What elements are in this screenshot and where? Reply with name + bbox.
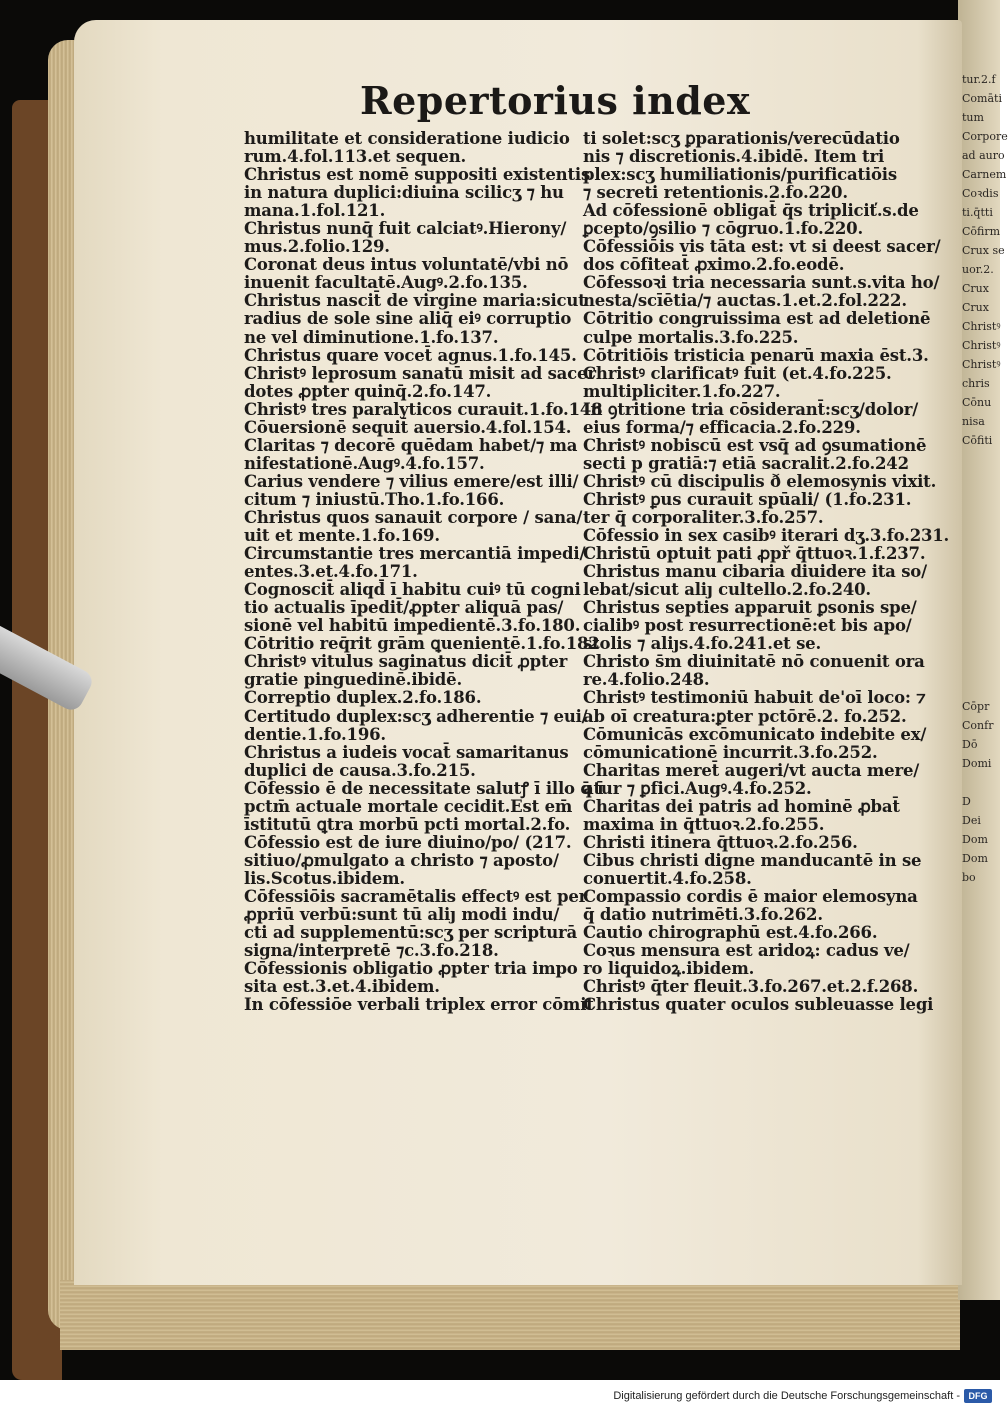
- text-line: Cōfessio ē de necessitate salutꝭ ī illo q̄ ī: [244, 778, 604, 798]
- text-line: Cōtritio req̄rit grām ꝗuenientē.1.fo.182: [244, 634, 600, 654]
- fragment-line: [962, 450, 1000, 469]
- fragment-line: ti.q̄tti: [962, 206, 993, 219]
- text-line: Cōfessio est de iure diuino/po/ (217.: [244, 832, 572, 852]
- text-line: q̄ datio nutrimēti.3.fo.262.: [583, 905, 823, 925]
- text-line: Carius vendere ⁊ vilius emere/est illi/: [244, 471, 579, 491]
- text-line: cialibꝰ post resurrectionē:et bis apo/: [583, 616, 912, 636]
- text-line: re.4.folio.248.: [583, 670, 710, 690]
- text-line: Christus septies apparuit ꝑsonis spe/: [583, 598, 917, 618]
- fragment-line: Dom: [962, 852, 988, 865]
- next-page-text-fragment: [962, 70, 1008, 887]
- text-line: nis ⁊ discretionis.4.ibidē. Item tri: [583, 147, 885, 167]
- text-line: dotes ꝓpter quinq̄.2.fo.147.: [244, 381, 492, 401]
- fragment-line: Dom: [962, 833, 988, 846]
- fragment-line: [962, 678, 1000, 697]
- text-line: secti p gratiā:⁊ etiā sacralit.2.fo.242: [583, 453, 909, 473]
- text-line: lis.Scotus.ibidem.: [244, 868, 405, 888]
- fragment-line: Crux: [962, 301, 989, 314]
- fragment-line: Christꝰ: [962, 339, 1001, 352]
- text-line: Certitudo duplex:scʒ adherentie ⁊ eui/: [244, 706, 588, 726]
- text-line: pctm̄ actuale mortale cecidit.Est em̄: [244, 796, 573, 816]
- fragment-line: [962, 659, 1000, 678]
- page-edges-bottom: [60, 1280, 960, 1350]
- text-line: radius de sole sine aliq̄ eiꝰ corruptio: [244, 309, 572, 329]
- text-line: culpe mortalis.3.fo.225.: [583, 327, 799, 347]
- text-line: rum.4.fol.113.et sequen.: [244, 147, 467, 167]
- text-line: nifestationē.Augꝰ.4.fo.157.: [244, 453, 485, 473]
- text-line: Christus quare vocet̄ agnus.1.fo.145.: [244, 345, 577, 365]
- text-line: Christus manu cibaria diuidere ita so/: [583, 562, 927, 582]
- fragment-line: [962, 583, 1000, 602]
- fragment-line: Crux: [962, 282, 989, 295]
- text-line: duplici de causa.3.fo.215.: [244, 760, 476, 780]
- fragment-line: Cōfiti: [962, 434, 993, 447]
- text-line: Christꝰ clarificatꝰ fuit (et.4.fo.225.: [583, 363, 892, 383]
- text-line: Claritas ⁊ decorē quēdam habet/⁊ ma: [244, 435, 578, 455]
- text-line: sionē vel habitū impedientē.3.fo.180.: [244, 616, 581, 636]
- text-line: stolis ⁊ aliȷs.4.fo.241.et se.: [583, 634, 822, 654]
- text-line: uit et mente.1.fo.169.: [244, 526, 440, 546]
- funding-credit: Digitalisierung gefördert durch die Deutsche Forschungsgemeinschaft -: [613, 1390, 960, 1402]
- text-line: ti solet:scʒ ꝑparationis/verecūdatio: [583, 129, 900, 148]
- fragment-line: uor.2.: [962, 263, 994, 276]
- fragment-line: Confr: [962, 719, 994, 732]
- text-line: Correptio duplex.2.fo.186.: [244, 688, 482, 708]
- fragment-line: nisa: [962, 415, 985, 428]
- fragment-line: Coꝛdis: [962, 187, 999, 200]
- text-line: dos cōfiteat̄ ꝓximo.2.fo.eodē.: [583, 255, 845, 275]
- text-line: Christi itinera q̄ttuoꝛ.2.fo.256.: [583, 832, 858, 852]
- footer-bar: [0, 1380, 1000, 1411]
- fragment-line: D: [962, 795, 971, 808]
- text-line: Compassio cordis ē maior elemosyna: [583, 886, 918, 906]
- fragment-line: bo: [962, 871, 976, 884]
- text-line: tio actualis īpedit̄/ꝓpter aliquā pas/: [244, 598, 564, 618]
- text-line: atur ⁊ ꝑfici.Augꝰ.4.fo.252.: [583, 778, 812, 798]
- text-line: ꝓpriū verbū:sunt tū aliȷ modi indu/: [244, 905, 560, 925]
- fragment-line: Comāti: [962, 92, 1002, 105]
- text-line: entes.3.et.4.fo.171.: [244, 562, 418, 582]
- text-line: mana.1.fol.121.: [244, 201, 386, 221]
- fragment-line: [962, 773, 1000, 792]
- fragment-line: Christꝰ: [962, 358, 1001, 371]
- text-line: dentie.1.fo.196.: [244, 724, 386, 744]
- text-line: Cōtritiōis tristicia penarū maxia ēst.3.: [583, 345, 929, 365]
- text-line: sitiuo/ꝓmulgato a christo ⁊ aposto/: [244, 850, 559, 870]
- text-line: In cōfessiōe verbali triplex error cōmit: [244, 995, 594, 1015]
- text-line: Ad cōfessionē obligat̄ q̄s tripliciť.s.de: [583, 201, 919, 221]
- fragment-line: Corpore: [962, 130, 1008, 143]
- text-line: Circumstantie tres mercantiā impedi/: [244, 544, 586, 564]
- fragment-line: Domi: [962, 757, 992, 770]
- text-line: ꝑcepto/ꝯsilio ⁊ cōgruo.1.fo.220.: [583, 219, 863, 239]
- text-line: Christꝰ leprosum sanatū misit ad sacer: [244, 363, 596, 383]
- text-line: Charitas dei patris ad hominē ꝓbat̄: [583, 796, 900, 816]
- text-line: Christū optuit pati ꝓpř q̄ttuoꝛ.1.f.237.: [583, 544, 926, 564]
- text-line: Christꝰ cū discipulis ð elemosynis vixit.: [583, 471, 937, 491]
- text-line: Charitas meret̄ augeri/vt aucta mere/: [583, 760, 920, 780]
- fragment-line: tum: [962, 111, 984, 124]
- text-line: Christus a iudeis vocat̄ samaritanus: [244, 742, 569, 762]
- fragment-line: Cōnu: [962, 396, 992, 409]
- text-line: Christꝰ nobiscū est vsq̄ ad ꝯsumationē: [583, 435, 927, 455]
- text-line: Cōuersionē sequit̄ auersio.4.fol.154.: [244, 417, 572, 437]
- text-line: cti ad supplementū:scʒ per scripturā: [244, 923, 577, 943]
- text-line: Coronat deus intus voluntatē/vbi nō: [244, 255, 569, 275]
- fragment-line: ad auro: [962, 149, 1005, 162]
- text-line: humilitate et consideratione iudicio: [244, 129, 570, 148]
- text-line: conuertit.4.fo.258.: [583, 868, 752, 888]
- text-line: Christus nunq̄ fuit calciatꝰ.Hierony/: [244, 219, 567, 239]
- text-line: Cibus christi digne manducantē in se: [583, 850, 922, 870]
- text-line: citum ⁊ iniustū.Tho.1.fo.166.: [244, 489, 505, 509]
- text-line: ro liquidoꝝ.ibidem.: [583, 959, 755, 979]
- text-line: Christꝰ q̄ter fleuit.3.fo.267.et.2.f.268.: [583, 977, 919, 997]
- fragment-line: Cōfirm: [962, 225, 1001, 238]
- right-text-column: [583, 129, 950, 1015]
- text-line: Christꝰ vitulus saginatus dicit̄ ꝓpter: [244, 652, 568, 672]
- text-line: Christus nascit̄ de virgine maria:sicut: [244, 291, 586, 311]
- text-line: Coꝛus mensura est aridoꝝ: cadus ve/: [583, 941, 910, 961]
- text-line: in natura duplici:diuina scilicʒ ⁊ hu: [244, 183, 564, 203]
- fragment-line: tur.2.f: [962, 73, 996, 86]
- text-line: ter q̄ corporaliter.3.fo.257.: [583, 507, 824, 527]
- fragment-line: [962, 469, 1000, 488]
- fragment-line: Christꝰ: [962, 320, 1001, 333]
- fragment-line: Dō: [962, 738, 978, 751]
- text-line: multipliciter.1.fo.227.: [583, 381, 781, 401]
- text-line: maxima in q̄ttuoꝛ.2.fo.255.: [583, 814, 825, 834]
- fragment-line: Crux se: [962, 244, 1005, 257]
- text-line: īstitutū ꝗtra morbū pcti mortal.2.fo.: [244, 814, 571, 834]
- text-line: Christo s̄m diuinitatē nō conuenit ora: [583, 652, 925, 672]
- dfg-logo: DFG: [964, 1389, 992, 1403]
- fragment-line: [962, 545, 1000, 564]
- fragment-line: chris: [962, 377, 990, 390]
- fragment-line: Carnem: [962, 168, 1007, 181]
- fragment-line: Dei: [962, 814, 981, 827]
- text-line: Cōfessiōis sacramētalis effectꝰ est per: [244, 886, 588, 906]
- text-line: Christꝰ ꝑus curauit spūali/ (1.fo.231.: [583, 489, 912, 509]
- text-line: plex:scʒ humiliationis/purificatiōis: [583, 165, 897, 185]
- fragment-line: [962, 602, 1000, 621]
- text-line: gratie pinguedinē.ibidē.: [244, 670, 462, 690]
- text-line: Cōtritio congruissima est ad deletionē: [583, 309, 931, 329]
- fragment-line: [962, 564, 1000, 583]
- text-line: Christus quos sanauit corpore / sana/: [244, 507, 583, 527]
- text-line: nesta/scīētia/⁊ auctas.1.et.2.fol.222.: [583, 291, 907, 311]
- text-line: Christꝰ testimoniū habuit de'oī loco: ⁊: [583, 688, 926, 708]
- text-line: sita est.3.et.4.ibidem.: [244, 977, 440, 997]
- fragment-line: [962, 621, 1000, 640]
- text-line: signa/interpretē ⁊c.3.fo.218.: [244, 941, 499, 961]
- text-line: Cōfessiōis vis tāta est: vt si deest sacer/: [583, 237, 941, 257]
- text-line: Cōmunicās excōmunicato indebite ex/: [583, 724, 927, 744]
- text-line: Christus est nomē suppositi existentis: [244, 165, 591, 185]
- text-line: Cōfessoꝛi tria necessaria sunt.s.vita ho/: [583, 273, 940, 293]
- text-line: Christus quater oculos subleuasse legi: [583, 995, 934, 1015]
- text-line: Cōfessio in sex casibꝰ iterari dʒ.3.fo.231.: [583, 526, 950, 546]
- text-line: eius forma/⁊ efficacia.2.fo.229.: [583, 417, 861, 437]
- text-line: Cautio chirographū est.4.fo.266.: [583, 923, 878, 943]
- fragment-line: [962, 488, 1000, 507]
- text-line: ⁊ secreti retentionis.2.fo.220.: [583, 183, 848, 203]
- text-line: inuenit facultatē.Augꝰ.2.fo.135.: [244, 273, 528, 293]
- fragment-line: Cōpr: [962, 700, 990, 713]
- fragment-line: [962, 640, 1000, 659]
- fragment-line: [962, 507, 1000, 526]
- text-line: cōmunicationē incurrit.3.fo.252.: [583, 742, 878, 762]
- text-line: In ꝯtritione tria cōsiderant̄:scʒ/dolor/: [583, 399, 919, 419]
- left-text-column: [244, 129, 604, 1015]
- text-line: Cōfessionis obligatio ꝓpter tria impo: [244, 959, 578, 979]
- text-line: mus.2.folio.129.: [244, 237, 390, 257]
- text-line: ab oī creatura:ꝑter pctōrē.2. fo.252.: [583, 706, 907, 726]
- page-header: Repertorius index: [360, 78, 751, 123]
- text-line: lebat/sicut aliȷ cultello.2.fo.240.: [583, 580, 871, 600]
- text-line: Christꝰ tres paralyticos curauit.1.fo.148: [244, 399, 603, 419]
- text-line: Cognoscit̄ aliqd̄ ī habitu cuiꝰ tū cogni: [244, 580, 581, 600]
- fragment-line: [962, 526, 1000, 545]
- text-line: ne vel diminutione.1.fo.137.: [244, 327, 499, 347]
